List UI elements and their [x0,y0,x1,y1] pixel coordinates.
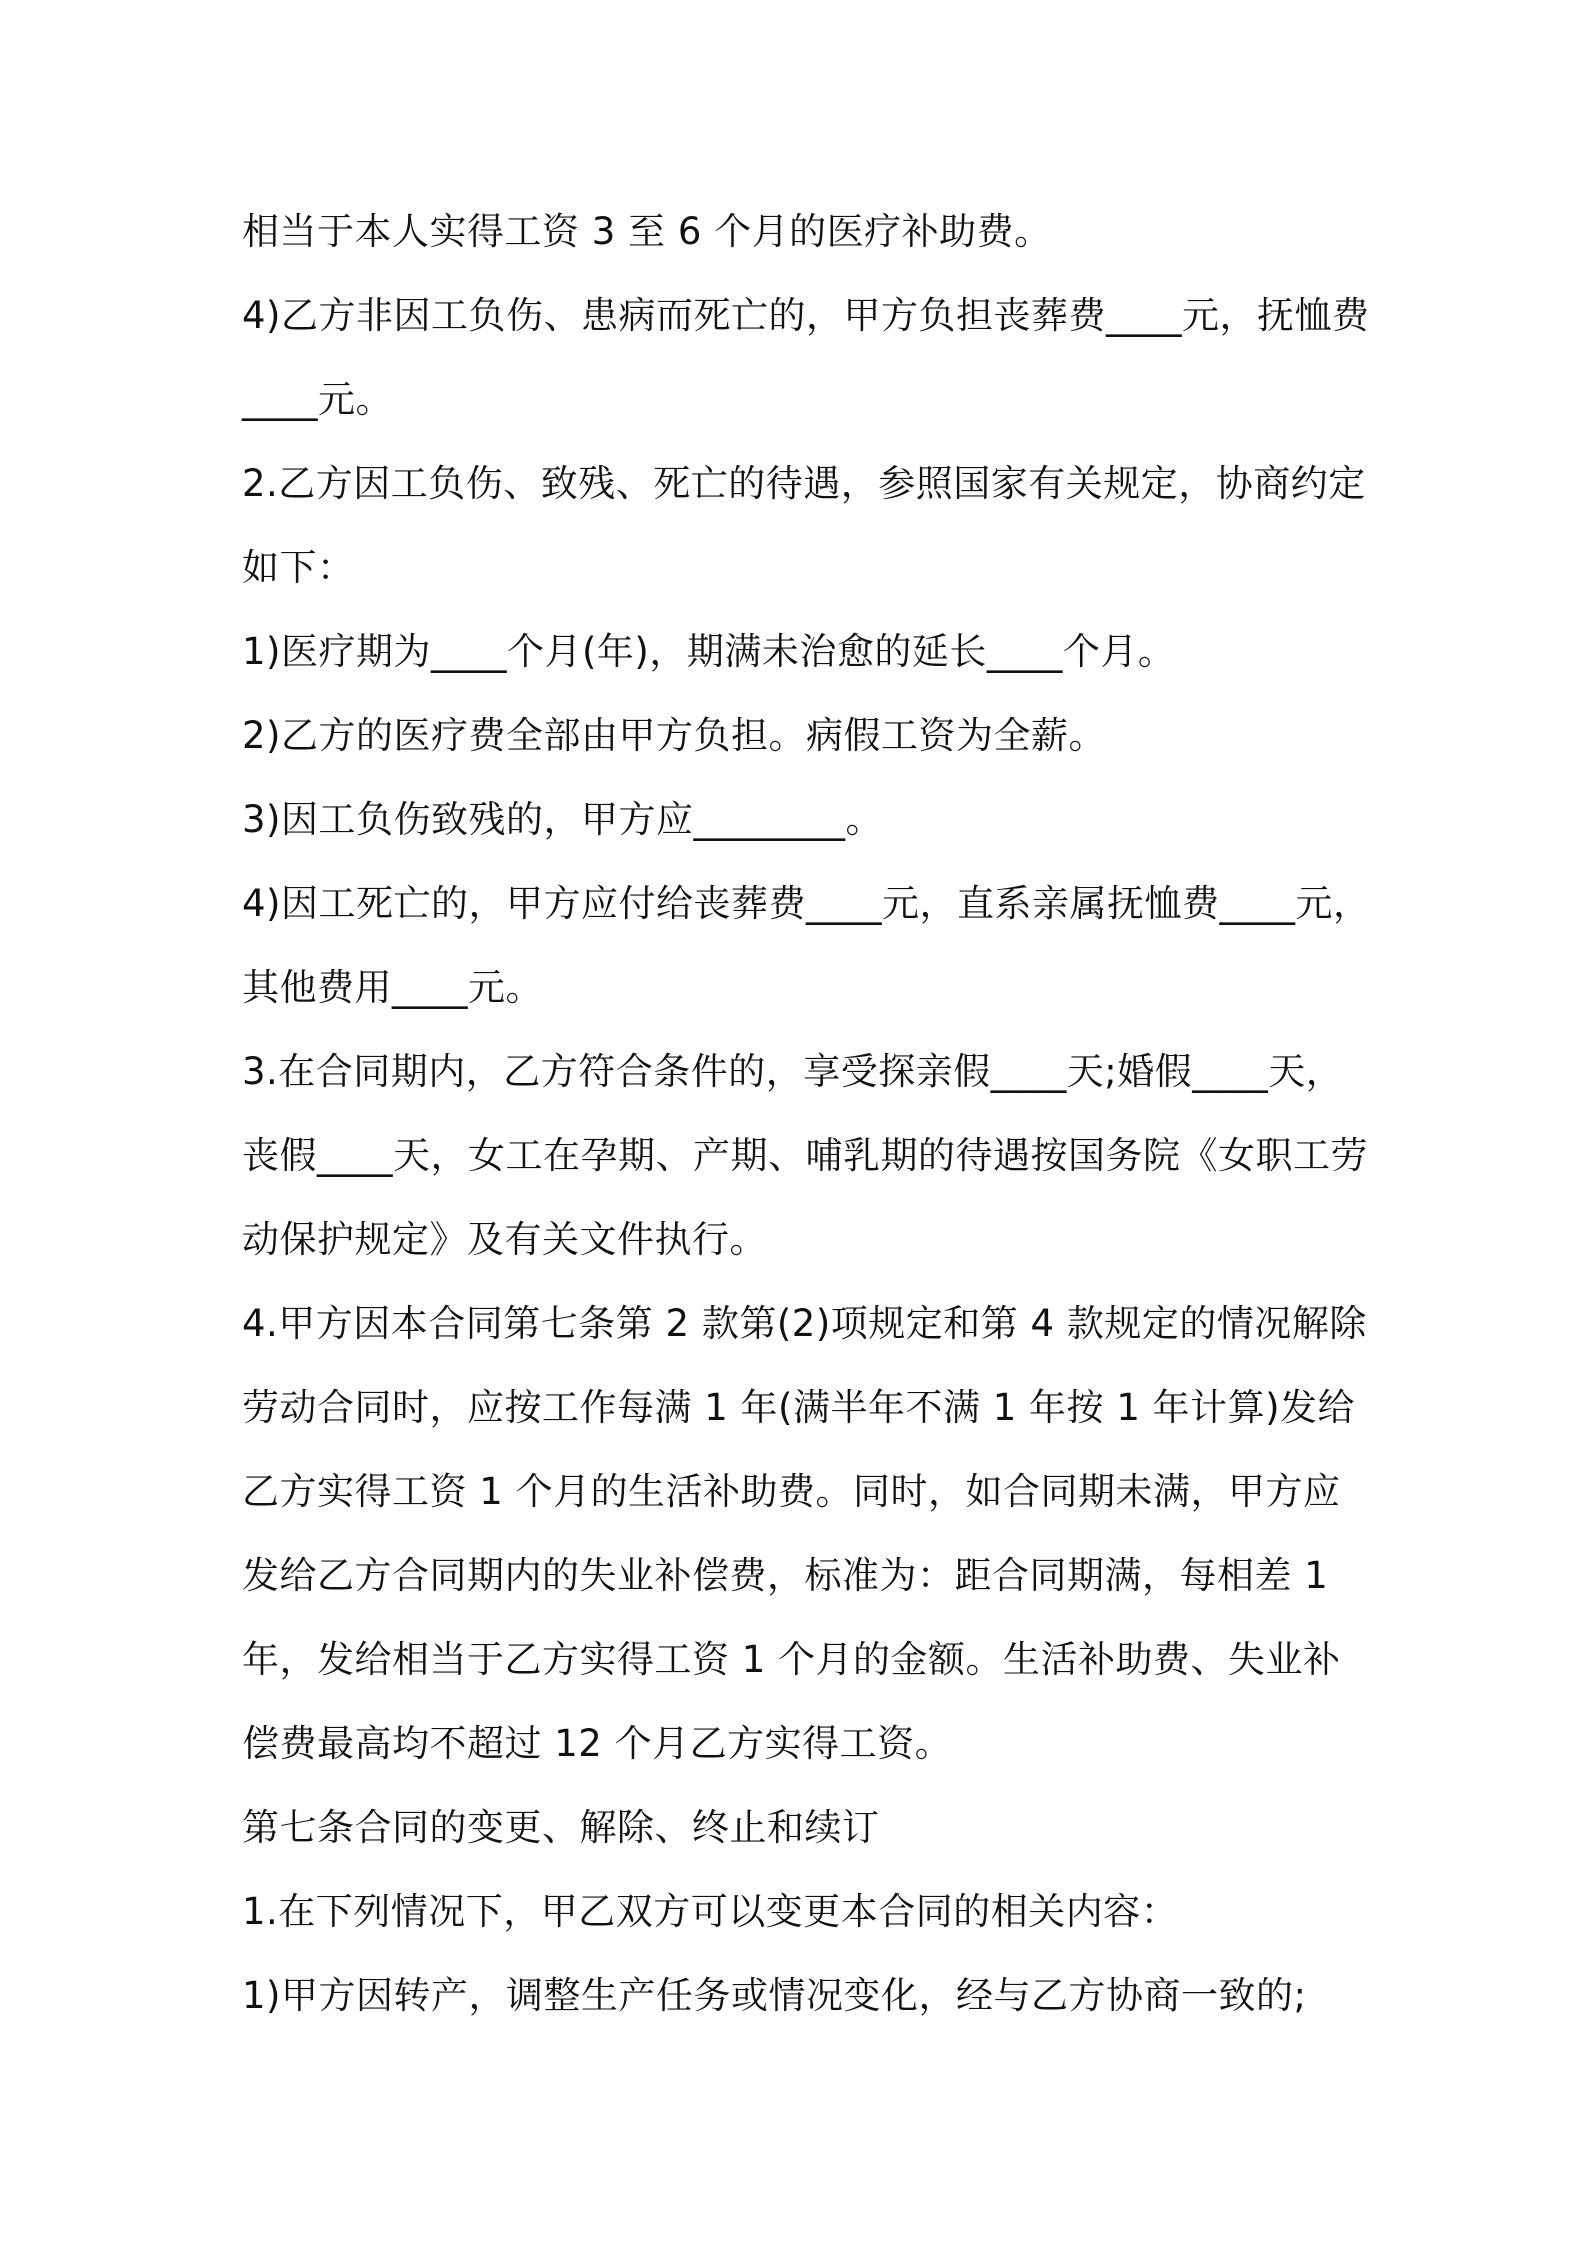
paragraph-medical-period: 1)医疗期为____个月(年)，期满未治愈的延长____个月。 [242,630,1176,673]
document-body [242,190,1372,2038]
paragraph-non-work-death: 4)乙方非因工负伤、患病而死亡的，甲方负担丧葬费____元，抚恤费____元。 [242,294,1370,421]
paragraph-medical-subsidy: 相当于本人实得工资 3 至 6 个月的医疗补助费。 [242,210,1052,253]
section-heading-article-7: 第七条合同的变更、解除、终止和续订 [242,1806,880,1849]
paragraph-disability: 3)因工负伤致残的，甲方应________。 [242,798,883,841]
paragraph-work-death: 4)因工死亡的，甲方应付给丧葬费____元，直系亲属抚恤费____元，其他费用____元。 [242,882,1371,1009]
paragraph-leave: 3.在合同期内，乙方符合条件的，享受探亲假____天;婚假____天，丧假____天，女工在孕期、产期、哺乳期的待遇按国务院《女职工劳动保护规定》及有关文件执行。 [242,1050,1368,1261]
paragraph-production-change: 1)甲方因转产，调整生产任务或情况变化，经与乙方协商一致的; [242,1974,1307,2017]
paragraph-termination-compensation: 4.甲方因本合同第七条第 2 款第(2)项规定和第 4 款规定的情况解除劳动合同时，应按工作每满 1 年(满半年不满 1 年按 1 年计算)发给乙方实得工资 1 个月的生活补助费。同时，如合同期未满，甲方应发给乙方合同期内的失业补偿费，标准为：距合同期满，每相差 1 年，发给相当于乙方实得工资 1 个月的金额。生活补助费、失业补偿费最高均不超过 12 个月乙方实得工资。 [242,1302,1367,1765]
paragraph-work-injury-treatment: 2.乙方因工负伤、致残、死亡的待遇，参照国家有关规定，协商约定如下： [242,462,1366,589]
paragraph-change-conditions: 1.在下列情况下，甲乙双方可以变更本合同的相关内容： [242,1890,1179,1933]
paragraph-medical-expenses: 2)乙方的医疗费全部由甲方负担。病假工资为全薪。 [242,714,1106,757]
